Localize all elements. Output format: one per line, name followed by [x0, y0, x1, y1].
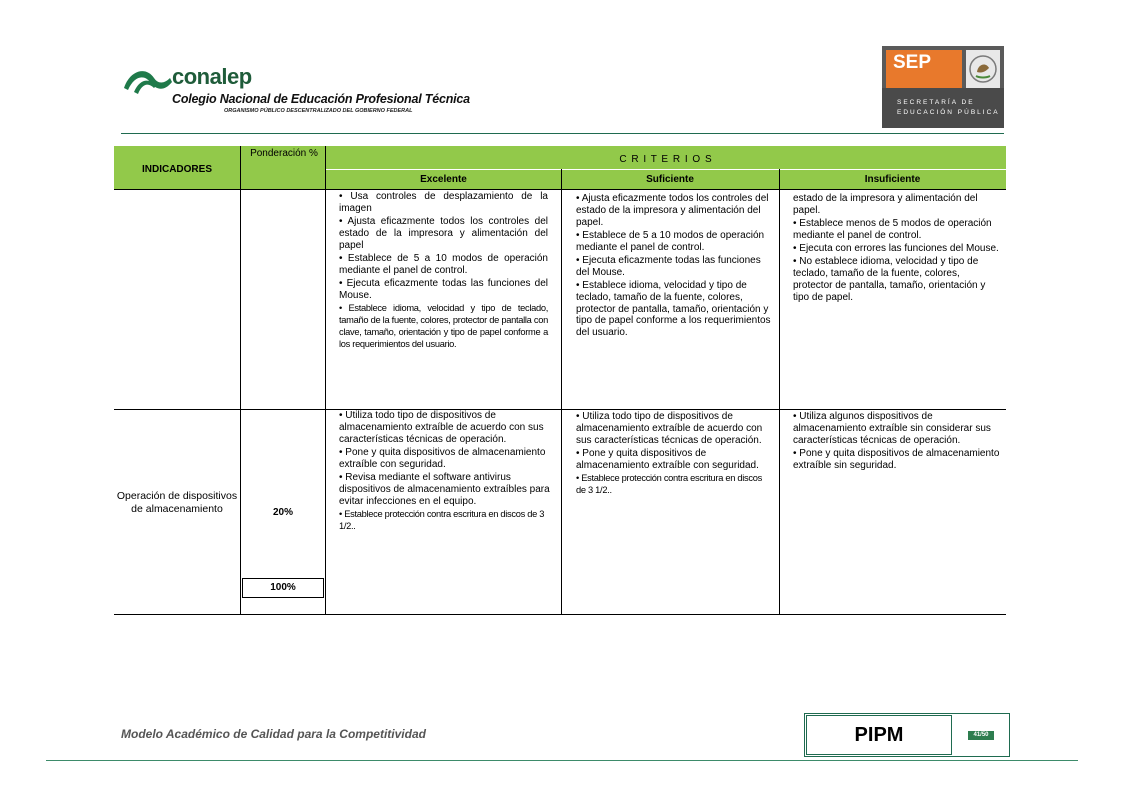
- sep-subtitle-1: SECRETARÍA DE: [897, 99, 975, 106]
- list-item: • Establece menos de 5 modos de operación mediante el panel de control.: [793, 218, 992, 241]
- header-insuficiente: Insuficiente: [864, 174, 921, 185]
- footer-code: PIPM: [806, 715, 952, 755]
- list-item: estado de la impresora y alimentación del papel.: [793, 193, 978, 216]
- logo-institution-name: Colegio Nacional de Educación Profesional Técnica: [172, 92, 470, 106]
- list-item: • Ajusta eficazmente todos los controles del estado de la impresora y alimentación del papel: [339, 216, 548, 251]
- row2-excelente: [339, 410, 551, 534]
- list-item: • Pone y quita dispositivos de almacenamiento extraíble con seguridad.: [339, 446, 546, 470]
- list-item: • Ejecuta eficazmente todas las funciones del Mouse.: [576, 254, 761, 278]
- list-item: • Pone y quita dispositivos de almacenamiento extraíble sin seguridad.: [793, 447, 1000, 471]
- list-item: • Establece idioma, velocidad y tipo de teclado, tamaño de la fuente, colores, protector de pantalla con clave, tamaño, orientación y tipo de papel conforme a los requerimientos del usuario.: [339, 303, 548, 349]
- list-item: • Utiliza todo tipo de dispositivos de almacenamiento extraíble de acuerdo con sus características técnicas de operación.: [576, 411, 763, 446]
- footer-page-badge: 41/50: [968, 731, 994, 740]
- list-item: • Ejecuta con errores las funciones del Mouse.: [793, 243, 999, 255]
- logo-subtitle: ORGANISMO PÚBLICO DESCENTRALIZADO DEL GOBIERNO FEDERAL: [224, 108, 413, 114]
- list-item: • Establece protección contra escritura en discos de 3 1/2..: [576, 472, 762, 495]
- row2-suficiente: [576, 411, 772, 498]
- row1-excelente: [339, 191, 548, 352]
- list-item: • Establece protección contra escritura en discos de 3 1/2..: [339, 508, 545, 531]
- list-item: • Pone y quita dispositivos de almacenamiento extraíble con seguridad.: [576, 447, 759, 471]
- list-item: • Ajusta eficazmente todos los controles del estado de la impresora y alimentación del papel.: [576, 193, 769, 228]
- list-item: • Usa controles de desplazamiento de la imagen: [339, 191, 548, 214]
- header-ponderacion: Ponderación %: [250, 148, 318, 159]
- list-item: • Establece de 5 a 10 modos de operación mediante el panel de control.: [339, 252, 548, 276]
- footer-divider: [46, 760, 1078, 761]
- conalep-emblem-icon: [120, 60, 176, 100]
- list-item: • Utiliza todo tipo de dispositivos de almacenamiento extraíble de acuerdo con sus características técnicas de operación.: [339, 410, 544, 445]
- list-item: • Ejecuta eficazmente todas las funciones del Mouse.: [339, 278, 548, 301]
- list-item: • No establece idioma, velocidad y tipo de teclado, tamaño de la fuente, colores, protector de pantalla, tamaño, orientación y tipo de papel.: [793, 256, 986, 303]
- header-indicadores: INDICADORES: [141, 164, 212, 175]
- row1-insuficiente: [793, 193, 1000, 305]
- row1-suficiente: [576, 193, 772, 341]
- mexican-seal-icon: [966, 50, 1000, 88]
- header-excelente: Excelente: [420, 174, 467, 185]
- row2-insuficiente: [793, 411, 1003, 473]
- list-item: • Revisa mediante el software antivirus dispositivos de almacenamiento extraíbles para evitar infecciones en el equipo.: [339, 471, 550, 507]
- row2-indicador: Operación de dispositivos de almacenamiento: [116, 490, 238, 515]
- header-suficiente: Suficiente: [646, 174, 694, 185]
- list-item: • Establece de 5 a 10 modos de operación mediante el panel de control.: [576, 229, 765, 253]
- row2-ponderacion: 20%: [272, 507, 293, 518]
- total-ponderacion: 100%: [242, 578, 324, 598]
- sep-subtitle-2: EDUCACIÓN PÚBLICA: [897, 109, 1000, 116]
- sep-title: SEP: [893, 52, 932, 73]
- logo-wordmark: conalep: [172, 64, 252, 89]
- header-criterios: C R I T E R I O S: [619, 154, 713, 165]
- list-item: • Utiliza algunos dispositivos de almacenamiento extraíble sin considerar sus características técnicas de operación.: [793, 411, 991, 446]
- footer-model-text: Modelo Académico de Calidad para la Competitividad: [121, 727, 426, 741]
- header-divider: [121, 133, 1004, 134]
- list-item: • Establece idioma, velocidad y tipo de teclado, tamaño de la fuente, colores, protector de pantalla, tamaño, orientación y tipo de papel conforme a los requerimientos del usuario.: [576, 280, 771, 339]
